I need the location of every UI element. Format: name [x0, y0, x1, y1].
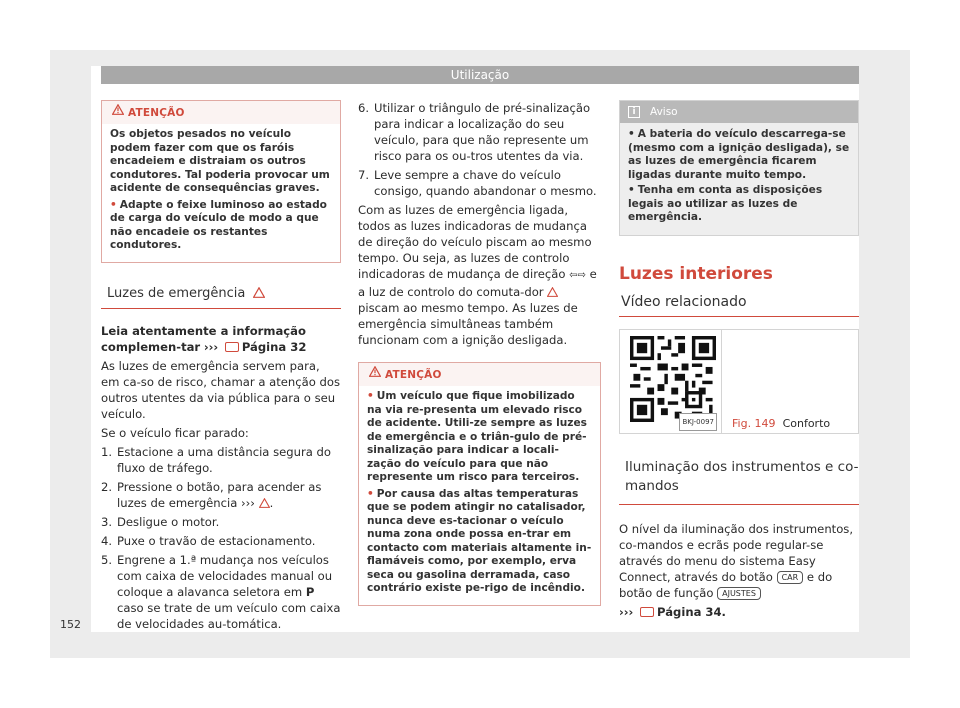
column-right: [619, 100, 859, 623]
paragraph: Com as luzes de emergência ligada, todos as luzes indicadoras de mudança de direção do veículo piscam ao mesmo tempo. Ou seja, as luzes de controlo indicadoras de mudança de direção ⇦⇨ e a luz de controlo do comuta-dor piscam ao mesmo tempo. As luzes de emergência simultâneas também funcionam com a ignição desligada.: [358, 203, 597, 347]
figure-caption: Fig. 149 Conforto: [732, 416, 831, 430]
page-ref[interactable]: Página 32: [241, 339, 307, 354]
book-icon: [640, 607, 654, 617]
notice-title: Aviso: [650, 106, 678, 118]
figure-code: BKJ-0097: [679, 413, 717, 431]
page-ref[interactable]: Página 34.: [657, 604, 726, 619]
warning-bullet: • Por causa das altas temperaturas que se podem atingir no catalisador, nunca deve es-tacionar o veículo numa zona onde possa en-trar em contacto com materiais altamente in-flamáveis como, por exemplo, erva seca ou gasolina derramada, caso contrário existe pe-rigo de incêndio.: [367, 487, 592, 594]
bullet-icon: •: [367, 390, 374, 402]
section-title: Iluminação dos instrumentos e co-mandos: [625, 458, 859, 494]
car-key[interactable]: CAR: [777, 571, 804, 584]
warning-box: [358, 362, 601, 606]
subsection-title: Vídeo relacionado: [621, 293, 747, 310]
warning-box: [101, 100, 341, 263]
info-icon: i: [628, 106, 640, 118]
column-middle: [358, 100, 601, 606]
list-item: 3. Desligue o motor.: [101, 514, 220, 529]
warning-triangle-icon: [259, 498, 270, 508]
notice-bullet: • Tenha em conta as disposições legais ao utilizar as luzes de emergência.: [628, 184, 823, 223]
section-heading: [101, 285, 341, 309]
warning-triangle-icon: [112, 104, 124, 115]
list-item: 2. Pressione o botão, para acender as luzes de emergência ››› .: [101, 479, 322, 510]
column-left: [101, 100, 341, 635]
paragraph: O nível da iluminação dos instrumentos, co-mandos e ecrãs pode regular-se através do menu do sistema Easy Connect, através do botão CAR e do botão de função AJUSTES: [619, 521, 854, 600]
bullet-icon: •: [110, 198, 117, 211]
warning-title: ATENÇÃO: [128, 107, 185, 119]
list-item: 5. Engrene a 1.ª mudança nos veículos com caixa de velocidades manual ou coloque a alavanca seletora em P caso se trate de um veículo com caixa de velocidades au-tomática.: [101, 552, 341, 631]
figure: [619, 329, 859, 434]
paragraph: Se o veículo ficar parado:: [101, 425, 249, 440]
intro-line: Leia atentamente a informação complemen-tar ››› Página 32: [101, 323, 307, 354]
list-item: 7. Leve sempre a chave do veículo consigo, quando abandonar o mesmo.: [358, 168, 597, 198]
bullet-icon: •: [367, 487, 374, 500]
warning-triangle-icon: [547, 287, 558, 297]
page-header: Utilização: [101, 66, 859, 84]
list-item: 4. Puxe o travão de estacionamento.: [101, 533, 316, 548]
warning-text: Os objetos pesados no veículo podem fazer com que os faróis encadeiem e distraiam os outros condutores. Tal poderia provocar um acidente de consequências graves.: [110, 128, 330, 194]
warning-bullet: • Um veículo que fique imobilizado na via re-presenta um elevado risco de acidente. Utili-ze sempre as luzes de emergência e o triân-gulo de pré-sinalização para indicar a locali-zação do veículo para que não represente um risco para terceiros.: [367, 390, 587, 483]
warning-triangle-icon: [369, 366, 381, 377]
warning-triangle-icon: [253, 287, 265, 298]
section-title: Luzes de emergência: [107, 285, 246, 301]
list-item: 1. Estacione a uma distância segura do fluxo de tráfego.: [101, 444, 331, 475]
notice-bullet: • A bateria do veículo descarrega-se (mesmo com a ignição desligada), se as luzes de emergência ficarem ligadas durante muito tempo.: [628, 128, 850, 181]
book-icon: [225, 342, 239, 352]
bullet-icon: •: [628, 184, 635, 196]
paragraph: As luzes de emergência servem para, em ca-so de risco, chamar a atenção dos outros utentes da via pública para o seu veículo.: [101, 358, 340, 421]
chapter-title: Luzes interiores: [619, 263, 773, 284]
qr-code-image[interactable]: [630, 336, 716, 422]
turn-signal-icon: ⇦⇨: [569, 270, 586, 281]
warning-title: ATENÇÃO: [385, 369, 442, 381]
page-reference: ››› Página 34.: [619, 604, 726, 619]
notice-box: [619, 100, 859, 236]
list-item: 6. Utilizar o triângulo de pré-sinalização para indicar a localização do seu veículo, para que não represente um risco para os ou-tros utentes da via.: [358, 101, 591, 163]
warning-bullet: • Adapte o feixe luminoso ao estado de carga do veículo de modo a que não encadeie os restantes condutores.: [110, 198, 327, 251]
ajustes-key[interactable]: AJUSTES: [717, 587, 761, 600]
bullet-icon: •: [628, 128, 635, 140]
page-number: 152: [60, 618, 81, 631]
